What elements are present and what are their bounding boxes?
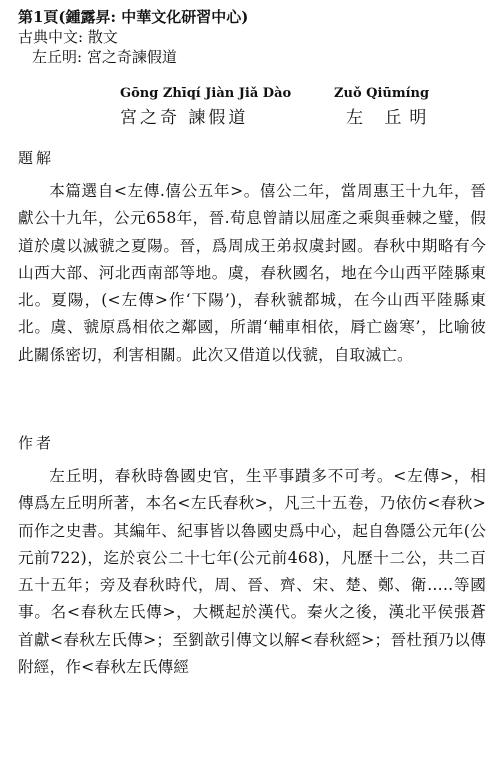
title-hanzi: 宮之奇 諫假道 xyxy=(120,108,249,128)
author-hanzi: 左 丘明 xyxy=(346,108,435,128)
section-heading-author: 作者 xyxy=(18,434,55,452)
genre-line: 古典中文: 散文 xyxy=(18,28,118,46)
section-text-intro: 本篇選自<左傳.僖公五年>。僖公二年，當周惠王十九年，晉獻公十九年，公元658年，晉.荀息曾請以屈產之乘與垂棘之璧，假道於虞以滅虢之夏陽。晉，爲周成王弟叔虞封國。春秋中期略有今山西大部、河北西南部等地。虞，春秋國名，地在今山西平陸縣東北。夏陽，(<左傳>作‘下陽’)，春秋虢都城，在今山西平陸縣東北。虞、虢原爲相依之鄰國，所謂‘輔車相依，脣亡齒寒’，比喻彼此關係密切，利害相關。此次又借道以伐虢，自取滅亡。 xyxy=(18,182,486,364)
title-pinyin: Gōng Zhīqí Jiàn Jiǎ Dào xyxy=(120,86,292,101)
section-heading-intro: 題解 xyxy=(18,149,55,167)
page-header-line: 第1頁(鍾露昇: 中華文化研習中心) xyxy=(18,8,249,26)
author-pinyin: Zuǒ Qiūmíng xyxy=(334,86,430,101)
title-block xyxy=(0,86,500,126)
work-line: 左丘明: 宮之奇諫假道 xyxy=(32,48,177,66)
section-text-author: 左丘明，春秋時魯國史官，生平事蹟多不可考。<左傳>，相傳爲左丘明所著，本名<左氏春秋>，凡三十五卷，乃依仿<春秋>而作之史書。其編年、紀事皆以魯國史爲中心，起自魯隱公元年(公元前722)，迄於哀公二十七年(公元前468)，凡歷十二公，共二百五十五年；旁及春秋時代，周、晉、齊、宋、楚、鄭、衛…..等國事。名<春秋左氏傳>，大概起於漢代。秦火之後，漢北平侯張蒼首獻<春秋左氏傳>；至劉歆引傳文以解<春秋經>；晉杜預乃以傳附經，作<春秋左氏傳經 xyxy=(18,467,486,677)
